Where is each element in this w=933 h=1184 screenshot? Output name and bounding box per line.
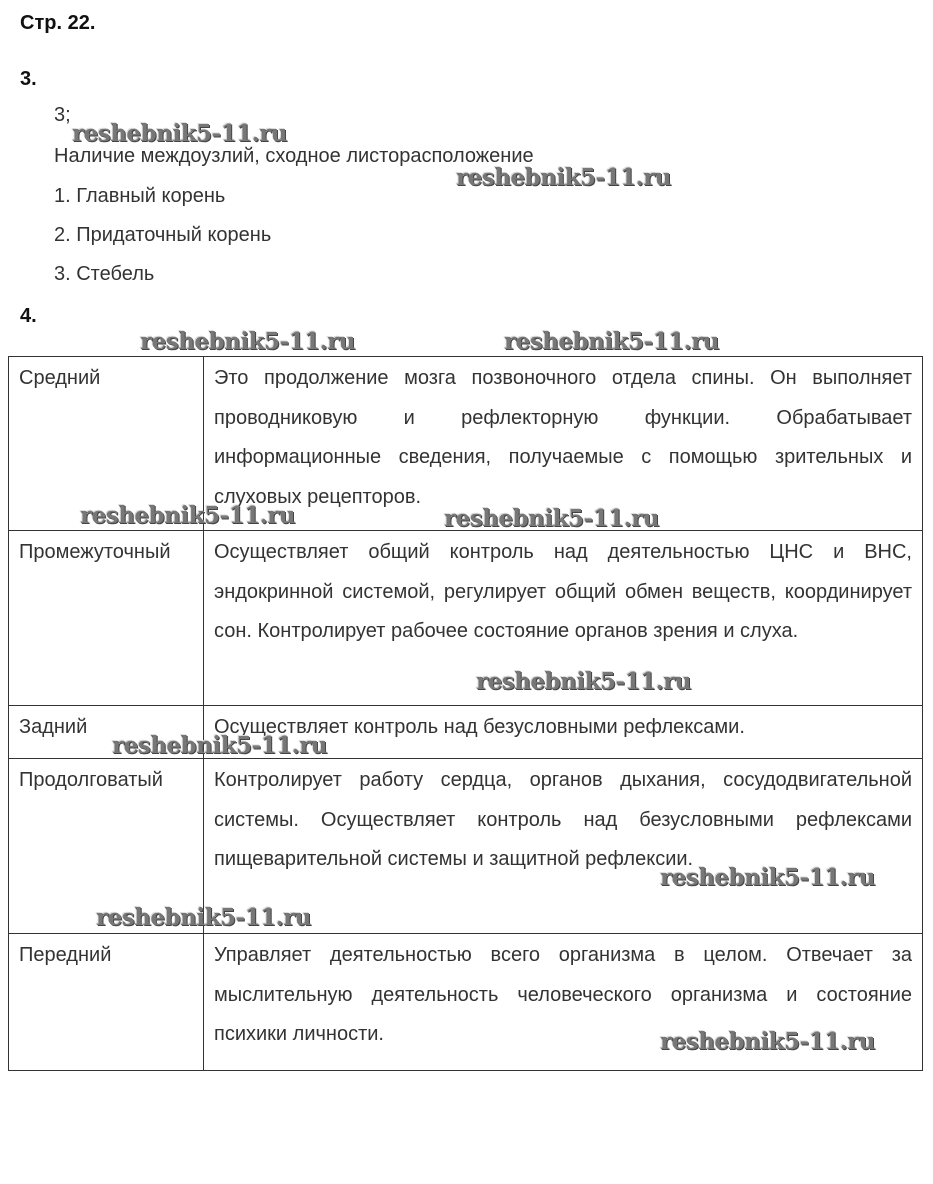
section-description: Контролирует работу сердца, органов дыхания, сосудодвигательной системы. Осуществляет контроль над безусловными рефлексами пищеварительной системы и защитной рефлексии.: [204, 759, 923, 934]
task-3-number: 3.: [20, 68, 37, 90]
task-3-line: 1. Главный корень: [54, 185, 226, 207]
watermark: reshebnik5-11.ru: [660, 864, 875, 891]
task-3-line: Наличие междоузлий, сходное листорасположение: [54, 145, 534, 167]
task-3-line: 3;: [54, 104, 71, 126]
section-name: Средний: [9, 357, 204, 531]
watermark: reshebnik5-11.ru: [660, 1028, 875, 1055]
section-description: Осуществляет контроль над безусловными рефлексами.: [204, 706, 923, 759]
brain-sections-table: [8, 356, 923, 1071]
task-3-line: 3. Стебель: [54, 263, 155, 285]
watermark: reshebnik5-11.ru: [112, 732, 327, 759]
watermark: reshebnik5-11.ru: [444, 505, 659, 532]
watermark: reshebnik5-11.ru: [80, 502, 295, 529]
section-name: Задний: [9, 706, 204, 759]
watermark: reshebnik5-11.ru: [504, 328, 719, 355]
section-name: Продолговатый: [9, 759, 204, 934]
section-name: Передний: [9, 934, 204, 1071]
section-description: Управляет деятельностью всего организма в целом. Отвечает за мыслительную деятельность человеческого организма и состояние психики личности.: [204, 934, 923, 1071]
watermark: reshebnik5-11.ru: [456, 164, 671, 191]
page-label: Стр. 22.: [20, 12, 96, 34]
task-3-line: 2. Придаточный корень: [54, 224, 272, 246]
watermark: reshebnik5-11.ru: [140, 328, 355, 355]
table-row: [9, 531, 923, 706]
section-description: Это продолжение мозга позвоночного отдела спины. Он выполняет проводниковую и рефлекторную функции. Обрабатывает информационные сведения, получаемые с помощью зрительных и слуховых рецепторов.: [204, 357, 923, 531]
task-4-number: 4.: [20, 305, 37, 327]
watermark: reshebnik5-11.ru: [476, 668, 691, 695]
watermark: reshebnik5-11.ru: [72, 120, 287, 147]
section-name: Промежуточный: [9, 531, 204, 706]
section-description: Осуществляет общий контроль над деятельностью ЦНС и ВНС, эндокринной системой, регулирует общий обмен веществ, координирует сон. Контролирует рабочее состояние органов зрения и слуха.: [204, 531, 923, 706]
watermark: reshebnik5-11.ru: [96, 904, 311, 931]
